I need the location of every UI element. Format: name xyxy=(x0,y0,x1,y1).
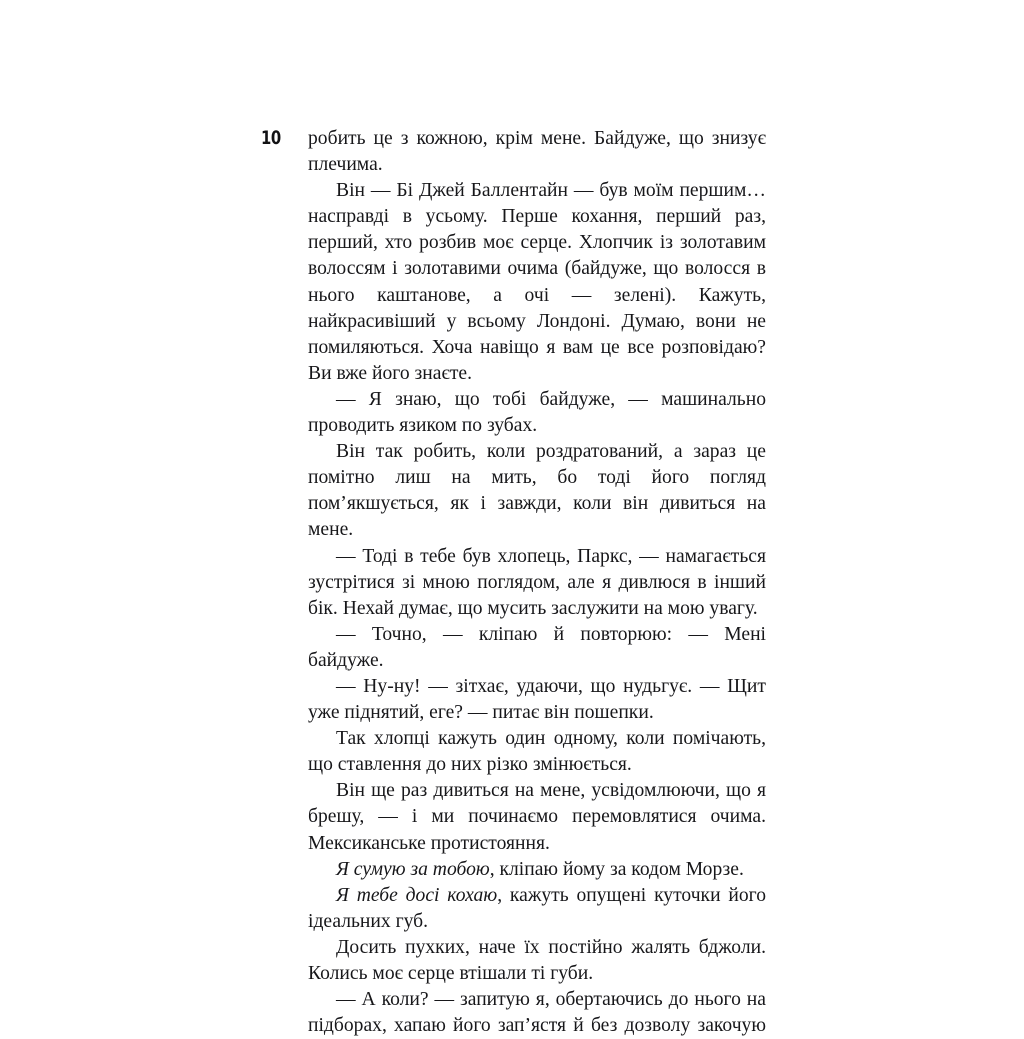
paragraph: Досить пухких, наче їх постійно жалять бджоли. Колись моє серце втішали ті губи. xyxy=(308,936,766,984)
paragraph: Так хлопці кажуть один одному, коли помічають, що ставлення до них різко змінюється. xyxy=(308,728,766,776)
paragraph-with-italic-lead xyxy=(308,857,766,883)
paragraph-with-italic-lead xyxy=(308,883,766,935)
body-text-column xyxy=(308,126,766,1039)
paragraph: — А коли? — запитую я, обертаючись до нього на підборах, хапаю його зап’ястя й без дозволу закочую xyxy=(308,989,766,1037)
paragraph: — Точно, — кліпаю й повторюю: — Мені байдуже. xyxy=(308,623,766,671)
paragraph: Він ще раз дивиться на мене, усвідомлюючи, що я брешу, — і ми починаємо перемовлятися очима. Мексиканське протистояння. xyxy=(308,780,766,854)
paragraph: — Тоді в тебе був хлопець, Паркс, — намагається зустрітися зі мною поглядом, але я дивлюся в інший бік. Нехай думає, що мусить заслужити на мою увагу. xyxy=(308,545,766,619)
italic-phrase: Я тебе досі кохаю xyxy=(336,884,498,906)
paragraph: — Ну-ну! — зітхає, удаючи, що нудьгує. — Щит уже піднятий, еге? — питає він пошепки. xyxy=(308,675,766,724)
paragraph: Він так робить, коли роздратований, а зараз це помітно лиш на мить, бо тоді його погляд пом’якшується, як і завжди, коли він дивиться на мене. xyxy=(308,441,766,541)
paragraph: Він — Бі Джей Баллентайн — був моїм першим… насправді в усьому. Перше кохання, перший раз, перший, хто розбив моє серце. Хлопчик із золотавим волоссям і золотавими очима (байдуже, що волосся в нього каштанове, а очі — зелені). Кажуть, найкрасивіший у всьому Лондоні. Думаю, вони не помиляються. Хоча навіщо я вам це все розповідаю? Ви вже його знаєте. xyxy=(308,180,766,384)
italic-phrase: Я сумую за тобою xyxy=(336,858,490,880)
paragraph-rest: , кажуть опущені куточки його ідеальних губ. xyxy=(308,884,766,932)
paragraph: робить це з кожною, крім мене. Байдуже, що знизує плечима. xyxy=(308,128,766,176)
paragraph-rest: , кліпаю йому за кодом Морзе. xyxy=(489,858,744,880)
paragraph: — Я знаю, що тобі байдуже, — машинально проводить язиком по зубах. xyxy=(308,388,766,437)
page-number: 10 xyxy=(261,127,281,149)
